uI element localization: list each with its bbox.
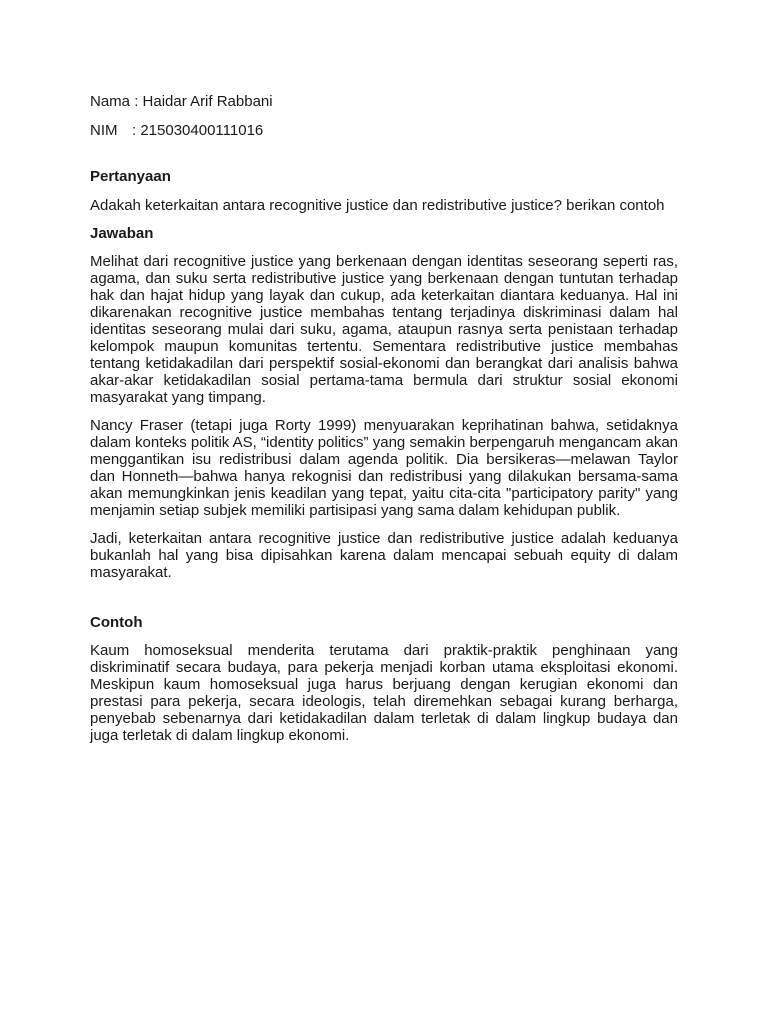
question-text: Adakah keterkaitan antara recognitive justice dan redistributive justice? berikan contoh [90,197,665,214]
answer-paragraph-2: Nancy Fraser (tetapi juga Rorty 1999) menyuarakan keprihatinan bahwa, setidaknya dalam konteks politik AS, “identity politics” yang semakin berpengaruh mengancam akan menggantikan isu redistribusi dalam agenda politik. Dia bersikeras—melawan Taylor dan Honneth—bahwa hanya rekognisi dan redistribusi yang dilakukan bersama-sama akan memungkinkan jenis keadilan yang tepat, yaitu cita-cita "participatory parity" yang menjamin setiap subjek memiliki partisipasi yang sama dalam kehidupan publik. [90,417,678,519]
name-label: Nama [90,93,131,110]
nim-separator: : [132,122,141,139]
example-paragraph: Kaum homoseksual menderita terutama dari praktik-praktik penghinaan yang diskriminatif secara budaya, para pekerja menjadi korban utama eksploitasi ekonomi. Meskipun kaum homoseksual juga harus berjuang dengan kerugian ekonomi dan prestasi para pekerja, secara ideologis, telah diremehkan sebagai kurang berharga, penyebab sebenarnya dari ketidakadilan dalam terletak di dalam lingkup budaya dan juga terletak di dalam lingkup ekonomi. [90,642,678,744]
answer-paragraph-3: Jadi, keterkaitan antara recognitive justice dan redistributive justice adalah keduanya bukanlah hal yang bisa dipisahkan karena dalam mencapai sebuah equity di dalam masyarakat. [90,530,678,581]
example-heading: Contoh [90,614,143,631]
nim-value: 215030400111016 [140,122,264,139]
nim-row [90,122,678,139]
answer-paragraph-1: Melihat dari recognitive justice yang berkenaan dengan identitas seseorang seperti ras, agama, dan suku serta redistributive justice yang berkenaan dengan tuntutan terhadap hak dan hajat hidup yang layak dan cukup, ada keterkaitan diantara keduanya. Hal ini dikarenakan recognitive justice membahas tentang terjadinya diskriminasi dalam hal identitas seseorang mulai dari suku, agama, ataupun rasnya serta penistaan terhadap kelompok maupun komunitas tertentu. Sementara redistributive justice membahas tentang ketidakadilan dari perspektif sosial-ekonomi dan berangkat dari analisis bahwa akar-akar ketidakadilan sosial pertama-tama bermula dari struktur sosial ekonomi masyarakat yang timpang. [90,253,678,406]
nim-label: NIM [90,122,118,139]
answer-heading: Jawaban [90,225,154,242]
name-value: Haidar Arif Rabbani [142,93,273,110]
name-separator: : [134,93,143,110]
question-heading: Pertanyaan [90,168,171,185]
document-page [90,90,678,744]
name-row [90,93,678,110]
